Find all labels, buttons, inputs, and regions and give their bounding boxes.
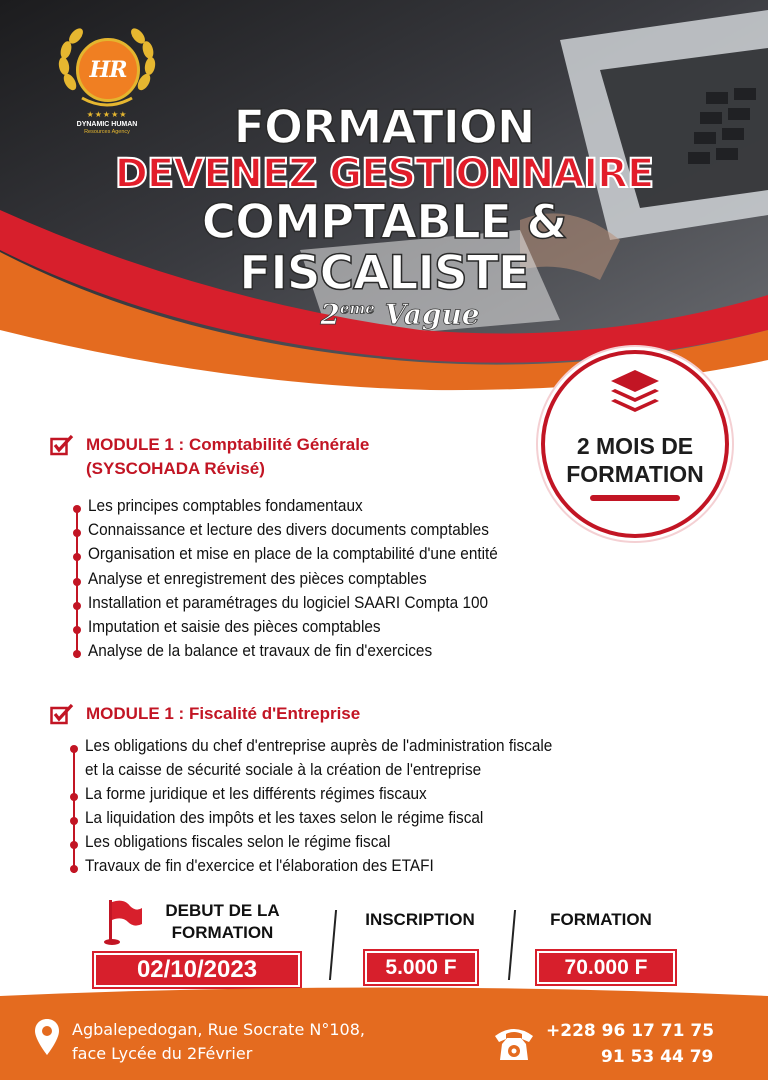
logo-tagline: Resources Agency [84,129,130,135]
telephone-icon [492,1022,536,1064]
start-date-label [150,900,295,944]
duration-line1: 2 MOIS DE [576,433,694,459]
logo-company-name: DYNAMIC HUMAN [76,121,138,128]
list-item: Les principes comptables fondamentaux [88,497,363,515]
list-item: Les obligations fiscales selon le régime fiscal [85,833,391,851]
divider [329,910,337,980]
title-comptable: COMPTABLE & [201,195,567,250]
logo-initials: HR [89,57,127,83]
bullet-dot [73,578,81,586]
location-pin-icon [34,1018,60,1056]
bullet-dot [70,841,78,849]
wave-number: 2 [320,298,340,331]
list-item: et la caisse de sécurité sociale à la création de l'entreprise [85,761,482,779]
bullet-dot [73,553,81,561]
list-item: Connaissance et lecture des divers documents comptables [88,521,489,539]
header-banner [0,0,768,400]
flag-icon [104,898,144,946]
module2-title: MODULE 1 : Fiscalité d'Entreprise [86,704,361,723]
phone-numbers [546,1018,714,1070]
list-item: Les obligations du chef d'entreprise auprès de l'administration fiscale [85,737,553,755]
bullet-dot [70,865,78,873]
wave-suffix: eme [339,299,375,318]
duration-badge [541,350,729,538]
list-item: Organisation et mise en place de la comptabilité d'une entité [88,545,498,563]
start-date-value: 02/10/2023 [94,953,300,987]
duration-line2: FORMATION [566,461,704,487]
phone-1: +228 96 17 71 75 [546,1021,715,1041]
list-item: La forme juridique et les différents régimes fiscaux [85,785,427,803]
logo-badge [76,38,140,102]
address-line2: face Lycée du 2Février [72,1044,253,1063]
address [72,1018,365,1066]
duration-text [545,432,725,488]
list-item: La liquidation des impôts et les taxes selon le régime fiscal [85,809,484,827]
wave-label [300,298,500,331]
bullet-dot [70,817,78,825]
layers-icon [607,368,663,416]
formation-label: FORMATION [550,910,652,929]
list-item: Travaux de fin d'exercice et l'élaboration des ETAFI [85,857,434,875]
bullet-dot [70,793,78,801]
duration-underline [590,495,680,501]
bullet-dot [73,529,81,537]
bullet-dot [73,650,81,658]
title-devenez-gestionnaire: DEVENEZ GESTIONNAIRE [114,151,654,197]
inscription-label: INSCRIPTION [365,910,475,929]
bullet-dot [73,602,81,610]
bullet-dot [73,505,81,513]
divider [508,910,516,980]
list-item: Analyse de la balance et travaux de fin d'exercices [88,642,433,660]
list-item: Analyse et enregistrement des pièces comptables [88,570,427,588]
module1-subtitle: (SYSCOHADA Révisé) [86,459,265,478]
start-label-line1: DEBUT DE LA [165,901,280,920]
inscription-price: 5.000 F [365,951,477,984]
bullet-dot [73,626,81,634]
bullet-dot [70,745,78,753]
checkbox-check-icon [50,434,74,456]
list-item: Imputation et saisie des pièces comptables [88,618,381,636]
wave-word: Vague [384,298,480,331]
checkbox-check-icon [50,703,74,725]
module1-bullet-track [73,495,87,670]
list-item: Installation et paramétrages du logiciel SAARI Compta 100 [88,594,489,612]
logo-stars: ★★★★★ [86,110,128,119]
start-label-line2: FORMATION [171,923,274,942]
formation-price: 70.000 F [537,951,675,984]
title-formation: FORMATION [233,100,535,154]
phone-2: 91 53 44 79 [601,1047,714,1067]
address-line1: Agbalepedogan, Rue Socrate N°108, [72,1020,365,1039]
module1-title: MODULE 1 : Comptabilité Générale [86,435,370,454]
module2-bullet-track [70,735,84,885]
title-fiscaliste: FISCALISTE [239,246,529,301]
